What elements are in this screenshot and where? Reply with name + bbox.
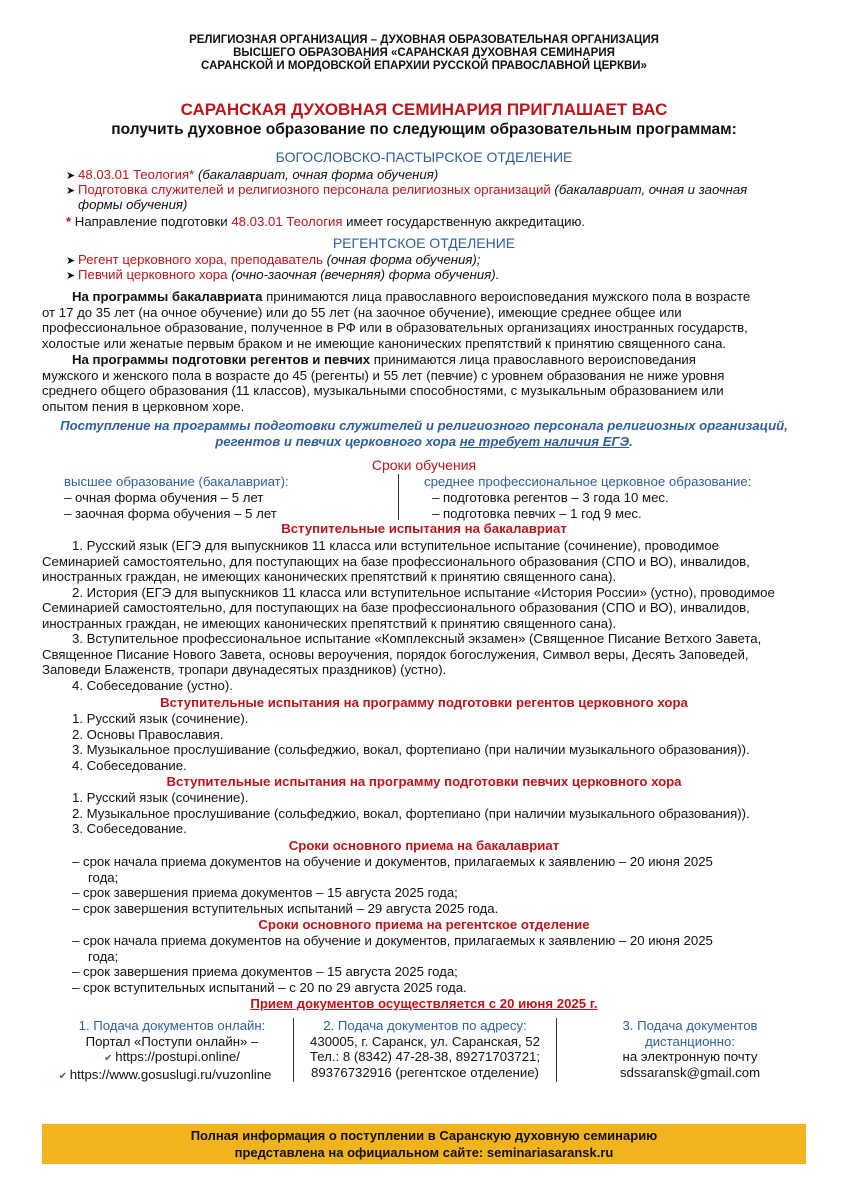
exam-item: Семинарией самостоятельно, для поступающих на базе профессионального образования (СПО и ВО), инвалидов, (42, 600, 750, 615)
exams-regent-heading: Вступительные испытания на программу подготовки регентов церковного хора (160, 695, 688, 710)
postupi-link[interactable]: https://postupi.online/ (115, 1049, 240, 1064)
admission-bachelor-list (72, 854, 812, 916)
exams-bachelor-list (42, 538, 812, 693)
terms-divider (398, 474, 399, 520)
exam-item: Семинарией самостоятельно, для поступающих на базе профессионального образования (СПО и ВО), инвалидов, (42, 553, 750, 569)
gosuslugi-link[interactable]: https://www.gosuslugi.ru/vuzonline (69, 1066, 272, 1082)
phone-text: 89376732916 (регентское отделение) (311, 1064, 539, 1080)
program-singer: Певчий церковного хора (78, 267, 228, 282)
terms-right-1: – подготовка регентов – 3 года 10 мес. (432, 490, 669, 505)
submit-remote-title: дистанционно: (645, 1033, 735, 1049)
terms-right-title: среднее профессиональное церковное образование: (424, 474, 752, 489)
program-form: (бакалавриат, очная форма обучения) (194, 167, 439, 182)
submit-remote-title: 3. Подача документов (622, 1018, 758, 1033)
para-text: принимаются лица православного вероисповедания мужского пола в возрасте (262, 289, 751, 304)
exams-singer-heading: Вступительные испытания на программу подготовки певчих церковного хора (166, 774, 682, 789)
exams-regent-list (72, 711, 750, 773)
exam-item: 4. Собеседование (устно). (72, 677, 233, 693)
accept-note: Прием документов осуществляется с 20 июня 2025 г. (250, 996, 598, 1011)
regent-requirements (42, 352, 812, 414)
exam-item: 1. Русский язык (сочинение). (72, 711, 249, 726)
exam-item: 1. Русский язык (ЕГЭ для выпускников 11 класса или вступительное испытание (сочинение), проводимое (72, 538, 720, 553)
para-text: мужского и женского пола в возрасте до 45 (регенты) и 55 лет (певчие) с уровнем образования не ниже уровня (42, 367, 725, 383)
study-terms-heading: Сроки обучения (371, 457, 477, 473)
para-text: среднего общего образования (11 классов), музыкальными способностями, с музыкальным образованием или (42, 383, 724, 398)
footer-line: Полная информация о поступлении в Саранскую духовную семинарию (190, 1128, 658, 1143)
ege-note-line: регентов и певчих церковного хора (215, 433, 460, 449)
exam-item: 3. Вступительное профессиональное испытание «Комплексный экзамен» (Священное Писание Ветхого Завета, (72, 631, 762, 646)
deadline-item: года; (88, 948, 119, 964)
arrow-icon: ➤ (66, 270, 76, 282)
dept2-item2 (66, 267, 499, 285)
check-icon: ✔ (58, 1070, 70, 1082)
admission-regent-list (72, 933, 812, 995)
para-text: принимаются лица православного вероисповедания (370, 352, 696, 367)
submit-divider-1 (293, 1018, 294, 1082)
exam-item: 2. Музыкальное прослушивание (сольфеджио, вокал, фортепиано (при наличии музыкального образования)). (72, 805, 750, 821)
arrow-icon: ➤ (66, 185, 76, 197)
para-text: холостые или женатые первым браком и не имеющие канонических препятствий к принятию священного сана. (42, 335, 727, 351)
ege-note-line: Поступление на программы подготовки служителей и религиозного персонала религиозных организаций, (60, 418, 788, 433)
submit-online (48, 1018, 296, 1084)
arrow-icon: ➤ (66, 170, 76, 182)
deadline-item: – срок вступительных испытаний – с 20 по 29 августа 2025 года. (72, 979, 467, 995)
arrow-icon: ➤ (66, 255, 76, 267)
exams-singer-list (72, 790, 750, 837)
terms-left-title: высшее образование (бакалавриат): (64, 474, 289, 489)
ege-note-line: . (629, 433, 633, 449)
dept2-heading: РЕГЕНТСКОЕ ОТДЕЛЕНИЕ (332, 235, 516, 251)
deadline-item: – срок завершения приема документов – 15 августа 2025 года; (72, 964, 458, 979)
org-header-line1: РЕЛИГИОЗНАЯ ОРГАНИЗАЦИЯ – ДУХОВНАЯ ОБРАЗОВАТЕЛЬНАЯ ОРГАНИЗАЦИЯ (189, 34, 659, 46)
program-regent: Регент церковного хора, преподаватель (78, 252, 323, 267)
exam-item: 1. Русский язык (сочинение). (72, 790, 249, 805)
page-title: САРАНСКАЯ ДУХОВНАЯ СЕМИНАРИЯ ПРИГЛАШАЕТ ВАС (180, 100, 668, 119)
terms-left-1: – очная форма обучения – 5 лет (64, 490, 264, 505)
exam-item: Священное Писание Нового Завета, основы вероучения, порядок богослужения, Символ веры, Десять Заповедей, (42, 646, 749, 662)
dept1-heading: БОГОСЛОВСКО-ПАСТЫРСКОЕ ОТДЕЛЕНИЕ (275, 149, 573, 165)
program-form: (очно-заочная (вечерняя) форма обучения). (227, 267, 500, 282)
note-text: имеет государственную аккредитацию. (342, 214, 586, 229)
accreditation-note (66, 214, 806, 230)
ege-note (0, 418, 848, 449)
page-subtitle: получить духовное образование по следующим образовательным программам: (111, 121, 737, 138)
program-form: (бакалавриат, очная и заочная (550, 182, 748, 197)
exam-item: 3. Собеседование. (72, 821, 187, 836)
email-label: на электронную почту (622, 1049, 758, 1064)
asterisk: * (66, 214, 72, 229)
terms-right-2: – подготовка певчих – 1 год 9 мес. (432, 506, 642, 521)
footer-site[interactable]: представлена на официальном сайте: seminariasaransk.ru (234, 1145, 614, 1160)
bachelor-requirements (42, 289, 812, 351)
terms-left-2: – заочная форма обучения – 5 лет (64, 506, 277, 521)
address-text: 430005, г. Саранск, ул. Саранская, 52 (310, 1033, 540, 1049)
submit-address-title: 2. Подача документов по адресу: (323, 1018, 527, 1033)
exam-item: 2. Основы Православия. (72, 726, 224, 742)
program-form: (очная форма обучения); (322, 252, 481, 267)
phone-text: Тел.: 8 (8342) 47-28-38, 89271703721; (309, 1049, 541, 1064)
para-text: опытом пения в церковном хоре. (42, 398, 245, 414)
deadline-item: – срок завершения приема документов – 15 августа 2025 года; (72, 885, 458, 900)
exam-item: 3. Музыкальное прослушивание (сольфеджио, вокал, фортепиано (при наличии музыкального образования)). (72, 742, 750, 757)
exam-item: 4. Собеседование. (72, 757, 187, 773)
submit-divider-2 (556, 1018, 557, 1082)
email-link[interactable]: sdssaransk@gmail.com (619, 1064, 761, 1080)
org-header-line2: ВЫСШЕГО ОБРАЗОВАНИЯ «САРАНСКАЯ ДУХОВНАЯ СЕМИНАРИЯ (233, 47, 615, 59)
note-program: 48.03.01 Теология (231, 214, 343, 229)
para-text: профессиональное образование, полученное в РФ или в образовательных организациях иностранных государств, (42, 320, 748, 335)
org-header-line3: САРАНСКОЙ И МОРДОВСКОЙ ЕПАРХИИ РУССКОЙ ПРАВОСЛАВНОЙ ЦЕРКВИ» (201, 60, 647, 72)
check-icon: ✔ (104, 1053, 116, 1064)
program-theology: 48.03.01 Теология* (78, 167, 195, 182)
admission-bachelor-heading: Сроки основного приема на бакалавриат (288, 838, 560, 853)
submit-online-title: 1. Подача документов онлайн: (78, 1018, 266, 1033)
submit-address (296, 1018, 554, 1080)
submit-remote (580, 1018, 800, 1080)
exams-bachelor-heading: Вступительные испытания на бакалавриат (281, 521, 567, 536)
portal-label: Портал «Поступи онлайн» – (85, 1033, 259, 1049)
deadline-item: – срок завершения вступительных испытаний – 29 августа 2025 года. (72, 900, 499, 916)
exam-item: иностранных граждан, не имеющих канонических препятствий к принятию священного сана). (42, 569, 617, 584)
exam-item: Заповеди Блаженств, тропари двунадесятых праздников) (устно). (42, 662, 447, 677)
dept1-item2-cont: формы обучения) (78, 197, 188, 212)
ege-note-emphasis: не требует наличия ЕГЭ (459, 433, 630, 449)
deadline-item: – срок начала приема документов на обучение и документов, прилагаемых к заявлению – 20 июня 2025 (72, 854, 713, 869)
deadline-item: года; (88, 869, 119, 885)
exam-item: 2. История (ЕГЭ для выпускников 11 класса или вступительное испытание «История России» (устно), проводимое (72, 584, 775, 600)
para-text: от 17 до 35 лет (на очное обучение) или до 55 лет (на заочное обучение), имеющие среднее общее или (42, 304, 682, 320)
admission-regent-heading: Сроки основного приема на регентское отделение (258, 917, 590, 932)
note-text: Направление подготовки (71, 214, 232, 229)
para-lead: На программы бакалавриата (72, 289, 263, 304)
program-clergy: Подготовка служителей и религиозного персонала религиозных организаций (78, 182, 551, 197)
para-lead: На программы подготовки регентов и певчих (72, 352, 371, 367)
deadline-item: – срок начала приема документов на обучение и документов, прилагаемых к заявлению – 20 июня 2025 (72, 933, 713, 948)
footer-banner (42, 1124, 806, 1164)
exam-item: иностранных граждан, не имеющих канонических препятствий к принятию священного сана). (42, 615, 617, 631)
